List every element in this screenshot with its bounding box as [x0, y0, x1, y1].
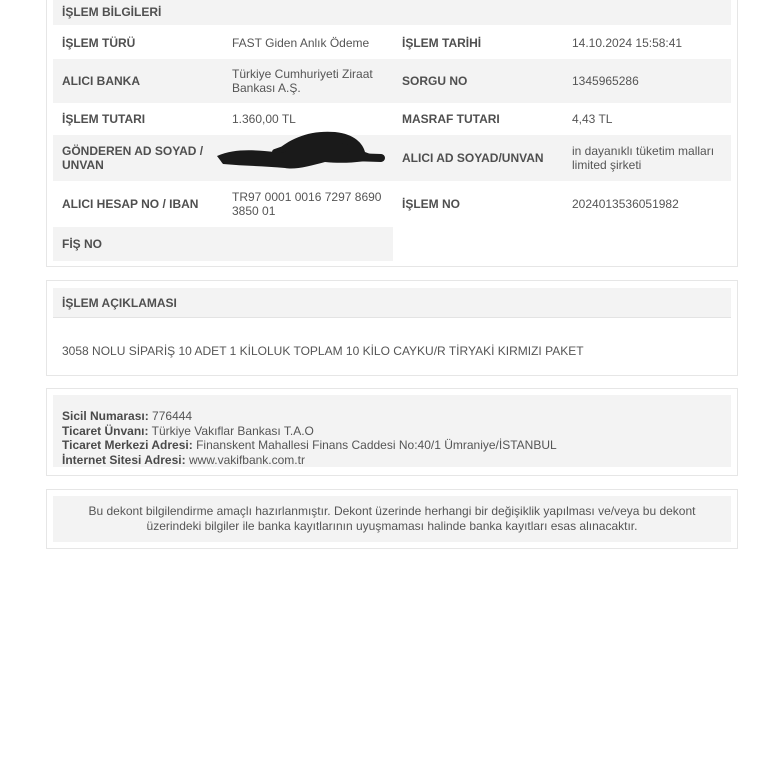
sender-name-label: GÖNDEREN AD SOYAD / UNVAN [53, 135, 223, 181]
disclaimer-text: Bu dekont bilgilendirme amaçlı hazırlanmıştır. Dekont üzerinde herhangi bir değişiklik yapılması ve/veya bu dekont üzerindeki bilgiler ile banka kayıtlarının uyuşmaması halinde banka kayıtları esas alınacaktır. [53, 496, 731, 542]
transaction-no-value: 2024013536051982 [572, 197, 679, 211]
transaction-type-label: İŞLEM TÜRÜ [62, 36, 136, 50]
transaction-date-value: 14.10.2024 15:58:41 [572, 36, 683, 50]
registry-value: 776444 [152, 409, 193, 423]
transaction-description-title: İŞLEM AÇIKLAMASI [53, 288, 731, 318]
receiver-bank-value: Türkiye Cumhuriyeti Ziraat Bankası A.Ş. [223, 59, 393, 103]
website-line [62, 453, 722, 468]
website-label: İnternet Sitesi Adresi: [62, 452, 186, 467]
receiver-name-value: in dayanıklı tüketim malları limited şirketi [563, 135, 731, 181]
registry-line [62, 409, 722, 424]
transaction-info-card [46, 0, 738, 267]
bank-info-card [46, 388, 738, 476]
info-row-names [53, 135, 731, 181]
transaction-description-card [46, 280, 738, 376]
query-no-label: SORGU NO [393, 59, 563, 103]
receiver-iban-label: ALICI HESAP NO / IBAN [62, 197, 199, 211]
disclaimer-card [46, 489, 738, 549]
info-row-amount [53, 103, 731, 135]
query-no-value: 1345965286 [563, 59, 731, 103]
receiver-iban-value: TR97 0001 0016 7297 8690 3850 01 [232, 190, 382, 218]
bank-info-body [53, 395, 731, 467]
address-label: Ticaret Merkezi Adresi: [62, 438, 193, 452]
transaction-description-text: 3058 NOLU SİPARİŞ 10 ADET 1 KİLOLUK TOPLAM 10 KİLO CAYKU/R TİRYAKİ KIRMIZI PAKET [62, 344, 584, 358]
registry-label: Sicil Numarası: [62, 409, 149, 423]
receiver-name-label: ALICI AD SOYAD/UNVAN [393, 135, 563, 181]
address-value: Finanskent Mahallesi Finans Caddesi No:40/1 Ümraniye/İSTANBUL [196, 438, 557, 452]
transaction-type-value: FAST Giden Anlık Ödeme [232, 36, 370, 50]
sender-name-value [223, 135, 393, 181]
info-row-receipt [53, 227, 731, 261]
transaction-date-label: İŞLEM TARİHİ [402, 36, 482, 50]
receipt-no-label: FİŞ NO [53, 227, 223, 261]
transaction-no-label: İŞLEM NO [402, 197, 461, 211]
receipt-no-value [223, 227, 393, 261]
trade-name-line [62, 424, 722, 439]
info-row-type [53, 27, 731, 59]
amount-label: İŞLEM TUTARI [62, 112, 146, 126]
fee-value: 4,43 TL [572, 112, 613, 126]
trade-name-value: Türkiye Vakıflar Bankası T.A.O [151, 423, 314, 438]
transaction-info-title: İŞLEM BİLGİLERİ [53, 0, 731, 25]
fee-label: MASRAF TUTARI [402, 112, 500, 126]
address-line [62, 438, 722, 453]
info-row-iban [53, 181, 731, 227]
receiver-bank-label: ALICI BANKA [53, 59, 223, 103]
website-value: www.vakifbank.com.tr [188, 452, 305, 467]
amount-value: 1.360,00 TL [232, 112, 296, 126]
trade-name-label: Ticaret Ünvanı: [62, 423, 149, 438]
empty-cell [393, 227, 731, 261]
info-row-receiver-bank [53, 59, 731, 103]
